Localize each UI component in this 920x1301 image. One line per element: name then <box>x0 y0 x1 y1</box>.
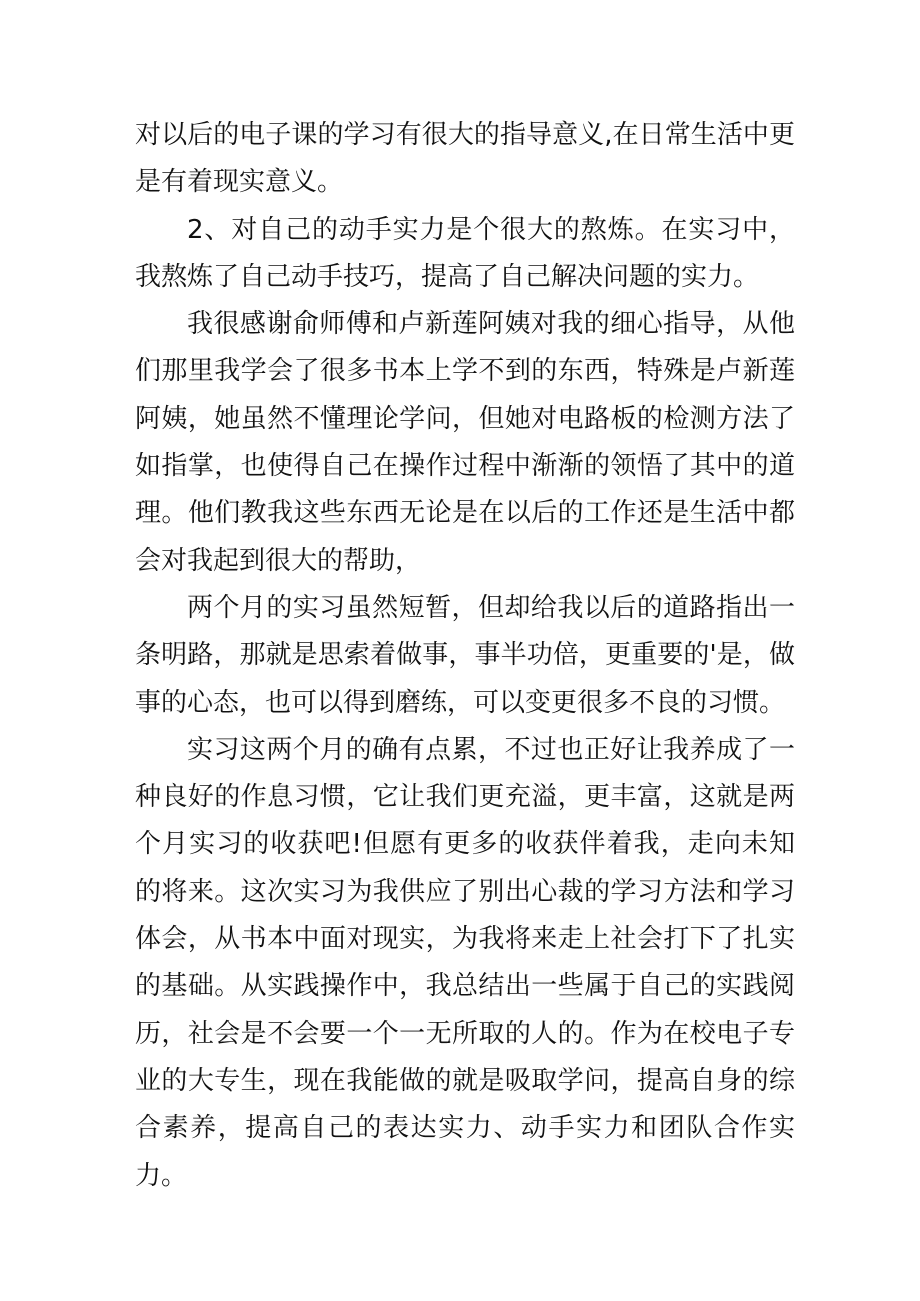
paragraph-thanks: 我很感谢俞师傅和卢新莲阿姨对我的细心指导，从他们那里我学会了很多书本上学不到的东西，特殊是卢新莲阿姨，她虽然不懂理论学问，但她对电路板的检测方法了如指掌，也使得自己在操作过程中渐渐的领悟了其中的道理。他们教我这些东西无论是在以后的工作还是生活中都会对我起到很大的帮助， <box>135 309 795 576</box>
paragraph-point-2: 2、对自己的动手实力是个很大的熬炼。在实习中，我熬炼了自己动手技巧，提高了自己解决问题的实力。 <box>135 214 795 292</box>
paragraph-two-months: 两个月的实习虽然短暂，但却给我以后的道路指出一条明路，那就是思索着做事，事半功倍，更重要的'是，做事的心态，也可以得到磨练，可以变更很多不良的习惯。 <box>135 592 795 718</box>
paragraph-conclusion: 实习这两个月的确有点累，不过也正好让我养成了一种良好的作息习惯，它让我们更充溢，更丰富，这就是两个月实习的收获吧!但愿有更多的收获伴着我，走向未知的将来。这次实习为我供应了别出心裁的学习方法和学习体会，从书本中面对现实，为我将来走上社会打下了扎实的基础。从实践操作中，我总结出一些属于自己的实践阅历，社会是不会要一个一无所取的人的。作为在校电子专业的大专生，现在我能做的就是吸取学问，提高自身的综合素养，提高自己的表达实力、动手实力和团队合作实力。 <box>135 734 795 1191</box>
paragraph-continued: 对以后的电子课的学习有很大的指导意义,在日常生活中更是有着现实意义。 <box>135 120 795 198</box>
document-body <box>135 112 795 1200</box>
